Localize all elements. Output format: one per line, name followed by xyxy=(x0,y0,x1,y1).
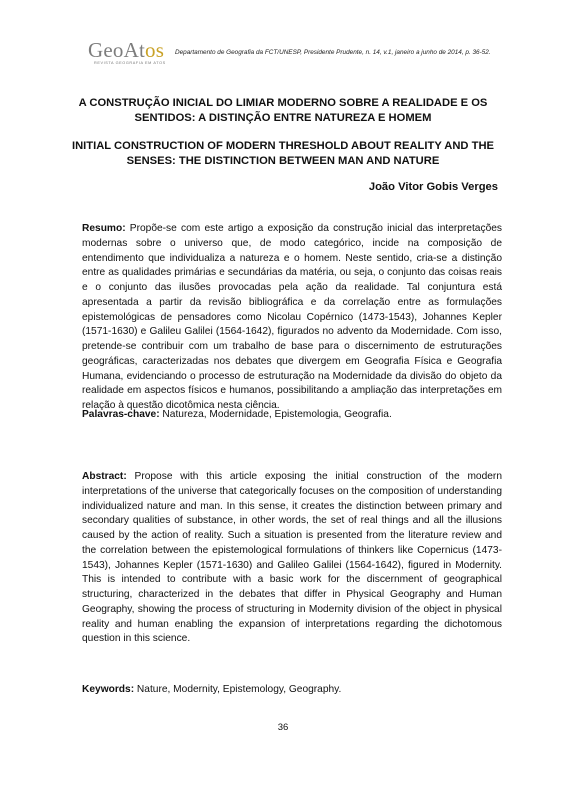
abstract-paragraph xyxy=(82,470,502,647)
title-english: INITIAL CONSTRUCTION OF MODERN THRESHOLD ABOUT REALITY AND THE SENSES: THE DISTINCTION BETWEEN MAN AND NATURE xyxy=(71,140,494,167)
palavras-chave-label: Palavras-chave: xyxy=(82,409,160,420)
abstract-label: Abstract: xyxy=(82,471,127,482)
page-number: 36 xyxy=(277,722,289,733)
resumo-label: Resumo: xyxy=(82,223,126,234)
page-header xyxy=(82,38,512,72)
resumo-text: Propõe-se com este artigo a exposição da construção inicial das interpretações modernas sobre o universo que, de modo categórico, incide na composição de entendimento que individualiza a natureza e o homem. Neste sentido, cria-se a distinção entre as qualidades primárias e secundárias da matéria, ou seja, o conjunto das coisas reais e o conjunto das ilusões provocadas pela ação da realidade. Tal conjuntura está apresentada a partir da revisão bibliográfica e da correlação entre as formulações epistemológicas de pensadores como Nicolau Copérnico (1473-1543), Johannes Kepler (1571-1630) e Galileu Galilei (1564-1642), figurados no advento da Modernidade. Com isso, pretende-se contribuir com um trabalho de base para o discernimento de estruturações geográficas, caracterizadas nos debates que divergem em Geografia Física e Geografia Humana, evidenciando o processo de estruturação na Modernidade da divisão do objeto da realidade em aspectos físicos e humanos, possibilitando a ampliação das interpretações em relação à questão dicotômica nesta ciência. xyxy=(82,223,502,411)
logo-accent-text: os xyxy=(145,38,165,62)
abstract-text: Propose with this article exposing the initial construction of the modern interpretations of the universe that categorically focuses on the composition of understanding individualized nature and man. In this sense, it creates the distinction between primary and secondary qualities of substance, in other words, the set of real things and all the illusions caused by the action of reality. Such a situation is presented from the literature review and the correlation between the epistemological formulations of thinkers like Copernicus (1473-1543), Johannes Kepler (1571-1630) and Galileo Galilei (1564-1642), figured in Modernity. This is intended to contribute with a basic work for the discernment of geographical structuring, characterized in the debates that differ in Physical Geography and Human Geography, showing the process of structuring in Modernity division of the object in physical reality and human enabling the expansion of interpretations regarding the dichotomous question in this science. xyxy=(82,471,502,645)
journal-citation: Departamento de Geografia da FCT/UNESP, Presidente Prudente, n. 14, v.1, janeiro a junho de 2014, p. 36-52. xyxy=(175,49,491,56)
logo-main-text: GeoAt xyxy=(88,38,145,62)
title-portuguese: A CONSTRUÇÃO INICIAL DO LIMIAR MODERNO SOBRE A REALIDADE E OS SENTIDOS: A DISTINÇÃO ENTRE NATUREZA E HOMEM xyxy=(78,97,488,124)
keywords xyxy=(82,683,502,698)
geoatos-logo xyxy=(82,38,177,72)
resumo-paragraph xyxy=(82,222,502,414)
palavras-chave-text: Natureza, Modernidade, Epistemologia, Geografia. xyxy=(159,409,392,420)
keywords-label: Keywords: xyxy=(82,684,135,695)
keywords-text: Nature, Modernity, Epistemology, Geography. xyxy=(134,684,342,695)
logo-wordmark xyxy=(88,38,164,63)
author-name: João Vitor Gobis Verges xyxy=(368,181,498,193)
logo-subtitle: REVISTA GEOGRAFIA EM ATOS xyxy=(94,61,166,65)
palavras-chave xyxy=(82,408,502,423)
